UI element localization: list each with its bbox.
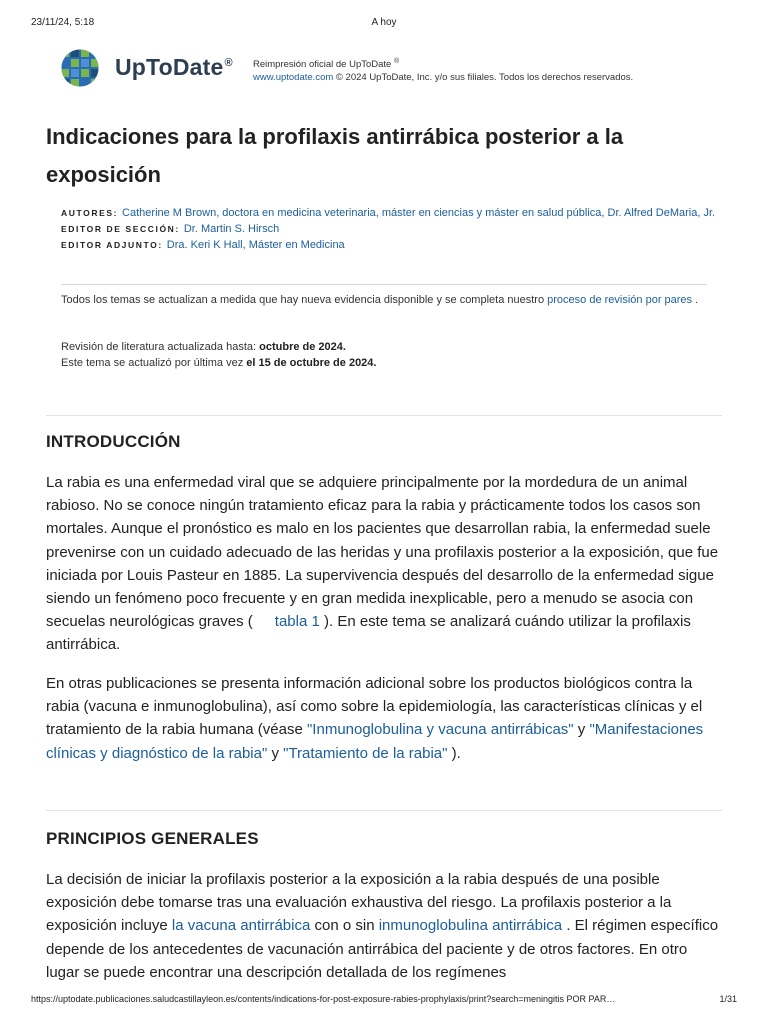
brand-registered-mark: ® <box>224 57 233 70</box>
intro-p2-and-1: y <box>573 721 590 739</box>
authors-label: AUTORES: <box>61 208 119 218</box>
article-credits <box>61 205 721 253</box>
intro-paragraph-2 <box>46 672 722 765</box>
authors-link[interactable]: Catherine M Brown, doctora en medicina veterinaria, máster en ciencias y máster en salud pública, Dr. Alfred DeMaria, Jr. <box>122 207 716 219</box>
reprint-registered-mark: ® <box>393 58 400 65</box>
copyright-text: © 2024 UpToDate, Inc. y/o sus filiales. Todos los derechos reservados. <box>333 72 634 84</box>
section-editor-link[interactable]: Dr. Martin S. Hirsch <box>183 223 280 235</box>
print-title: A hoy <box>371 17 397 28</box>
section-editor-label: EDITOR DE SECCIÓN: <box>61 224 180 234</box>
principles-paragraph-1 <box>46 868 722 984</box>
print-footer <box>31 994 737 1008</box>
update-note-text: Todos los temas se actualizan a medida que hay nueva evidencia disponible y se completa nuestro <box>61 294 548 306</box>
rabies-treatment-link[interactable]: "Tratamiento de la rabia" <box>283 744 448 762</box>
deputy-editor-row <box>61 237 721 253</box>
principles-heading: PRINCIPIOS GENERALES <box>46 829 259 848</box>
intro-paragraph-1 <box>46 471 722 657</box>
principles-p1-end: . El régimen específico depende de los antecedentes de vacunación antirrábica del paciente y de otros factores. En otro lugar se puede encontrar una descripción detallada de los regímenes <box>46 917 719 981</box>
article-title: Indicaciones para la profilaxis antirrábica posterior a la exposición <box>46 124 624 187</box>
section-divider <box>46 415 722 416</box>
lit-review-date: octubre de 2024. <box>259 341 346 353</box>
authors-row <box>61 205 721 221</box>
brand-wordmark <box>115 54 233 81</box>
intro-p1-end: ). En este tema se analizará cuándo utilizar la profilaxis antirrábica. <box>46 613 691 654</box>
principles-p1-mid: con o sin <box>310 917 379 935</box>
deputy-editor-label: EDITOR ADJUNTO: <box>61 240 163 250</box>
brand-name: UpToDate <box>115 54 224 80</box>
print-header <box>31 17 737 31</box>
last-update-label: Este tema se actualizó por última vez <box>61 357 247 369</box>
update-note-end: . <box>692 294 699 306</box>
rabies-vaccine-link[interactable]: la vacuna antirrábica <box>171 917 311 935</box>
principles-p1-text: La decisión de iniciar la profilaxis posterior a la exposición a la rabia después de una posible exposición debe tomarse tras una evaluación exhaustiva del riesgo. La profilaxis posterior a la exposición incluye <box>46 871 672 935</box>
reprint-notice <box>253 55 633 84</box>
intro-p2-end: ). <box>447 744 461 762</box>
literature-review-info <box>61 339 711 371</box>
last-update-date: el 15 de octubre de 2024. <box>246 357 377 369</box>
section-divider-2 <box>46 810 722 811</box>
lit-review-label: Revisión de literatura actualizada hasta: <box>61 341 260 353</box>
rabies-immunoglobulin-link[interactable]: inmunoglobulina antirrábica <box>378 917 563 935</box>
page-number: 1/31 <box>719 994 737 1004</box>
intro-heading: INTRODUCCIÓN <box>46 432 181 451</box>
rabies-clinical-diagnosis-link[interactable]: "Manifestaciones clínicas y diagnóstico de la rabia" <box>46 721 704 762</box>
intro-p1-text: La rabia es una enfermedad viral que se adquiere principalmente por la mordedura de un animal rabioso. No se conoce ningún tratamiento eficaz para la rabia y prácticamente todos los casos son mortales. Aunque el pronóstico es malo en los pacientes que desarrollan rabia, la enfermedad suele prevenirse con un cuidado adecuado de las heridas y una profilaxis posterior a la exposición, que fue iniciada por Louis Pasteur en 1885. La supervivencia después del desarrollo de la enfermedad sigue siendo un fenómeno poco frecuente y en gran medida inexplicable, pero a menudo se asocia con secuelas neurológicas graves ( <box>46 474 719 631</box>
uptodate-logo-icon <box>60 48 100 88</box>
print-date: 23/11/24, 5:18 <box>31 17 95 28</box>
section-editor-row <box>61 221 721 237</box>
peer-review-link[interactable]: proceso de revisión por pares <box>547 294 693 306</box>
update-note <box>61 292 711 308</box>
print-url: https://uptodate.publicaciones.saludcastillayleon.es/contents/indications-for-post-exposure-rabies-prophylaxis/print?search=meningitis POR PAR… <box>31 994 616 1004</box>
credits-divider <box>61 284 707 285</box>
rabies-immunoglobulin-vaccine-link[interactable]: "Inmunoglobulina y vacuna antirrábicas" <box>306 721 574 739</box>
intro-p2-text: En otras publicaciones se presenta información adicional sobre los productos biológicos contra la rabia (vacuna e inmunoglobulina), así como sobre la epidemiología, las características clínicas y el tratamiento de la rabia humana (véase <box>46 675 703 739</box>
deputy-editor-link[interactable]: Dra. Keri K Hall, Máster en Medicina <box>166 239 345 251</box>
reprint-line: Reimpresión oficial de UpToDate <box>253 59 392 71</box>
intro-p2-and-2: y <box>267 744 284 762</box>
table-1-link[interactable]: tabla 1 <box>274 613 320 631</box>
uptodate-site-link[interactable]: www.uptodate.com <box>253 72 334 84</box>
